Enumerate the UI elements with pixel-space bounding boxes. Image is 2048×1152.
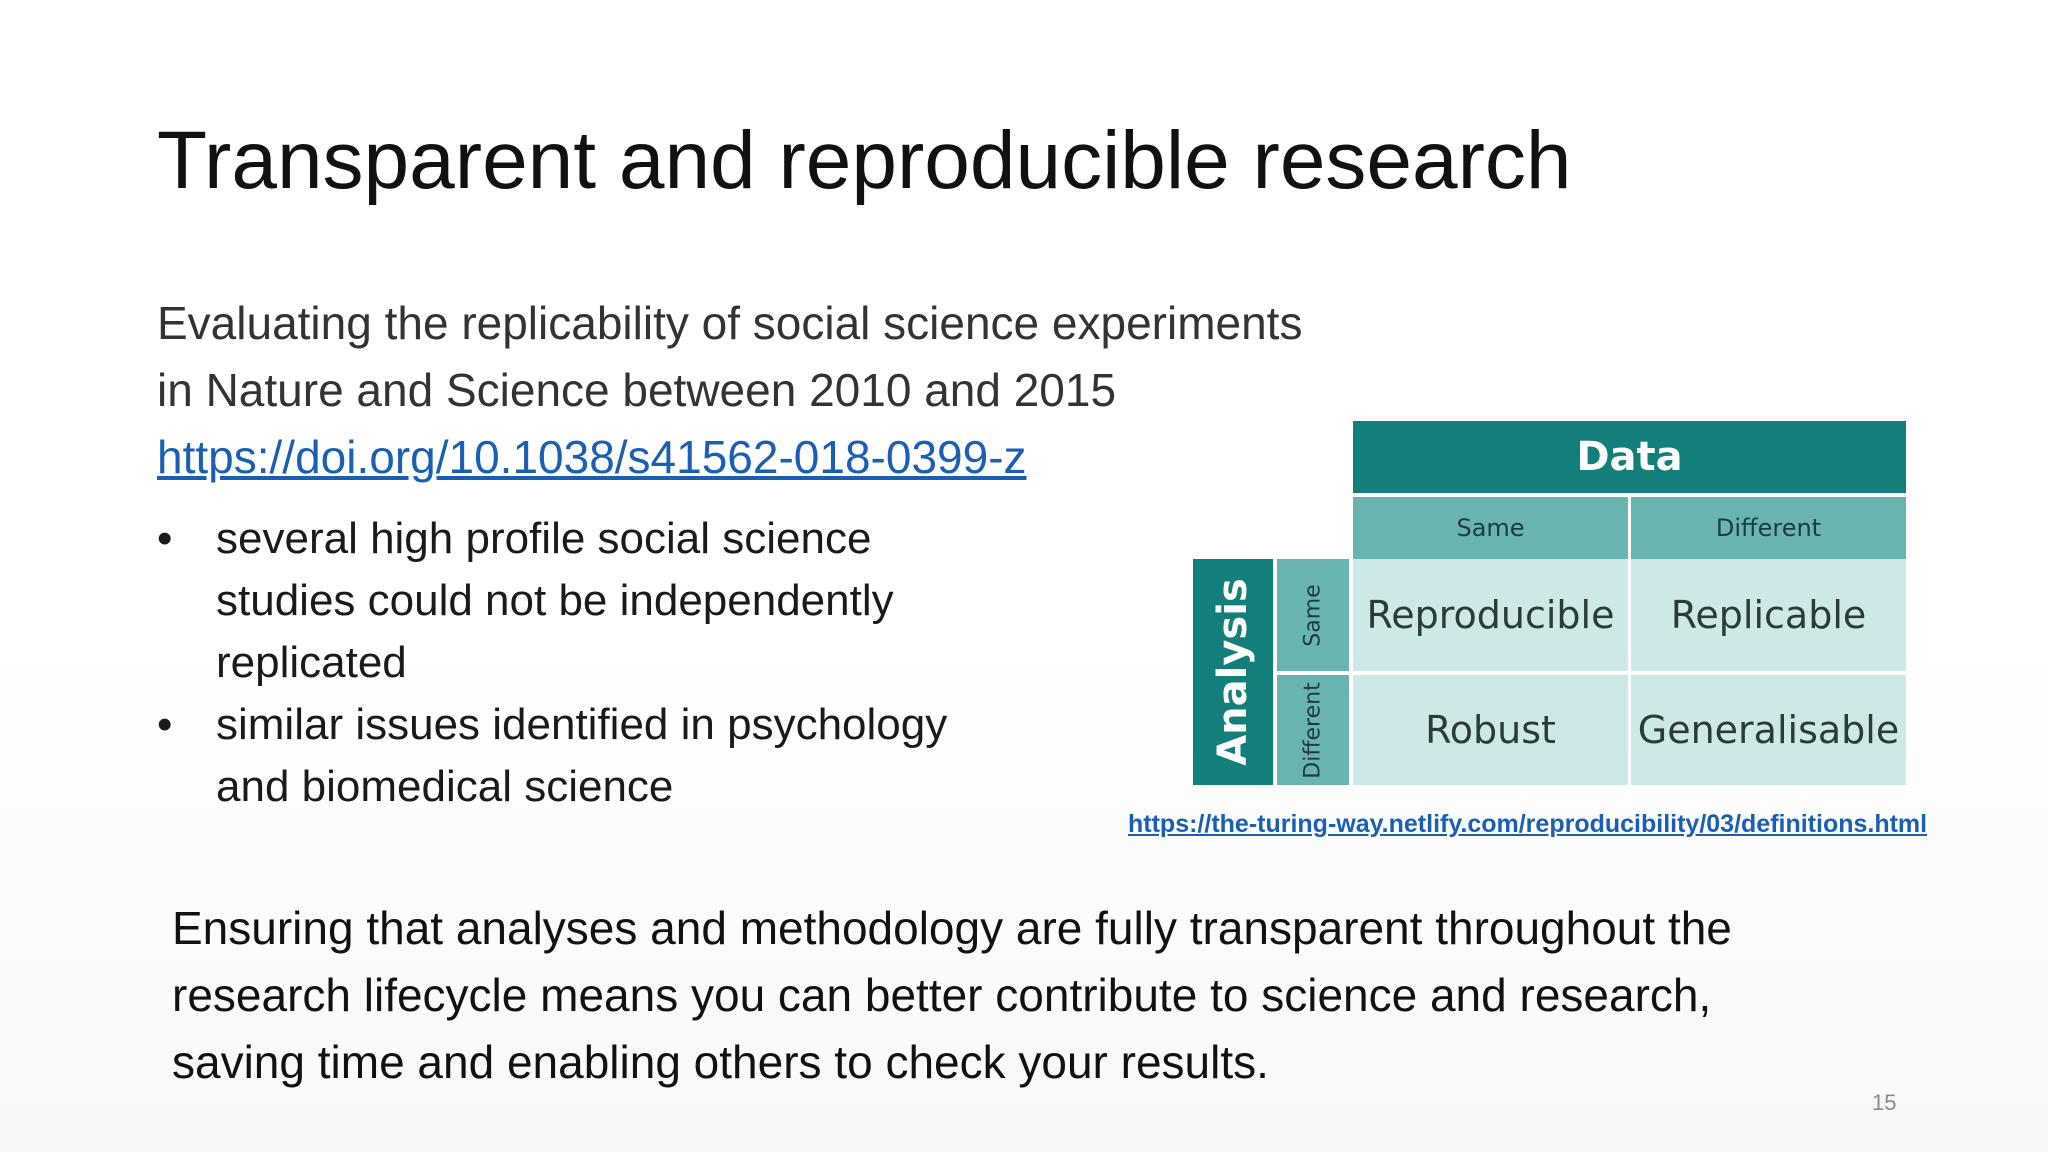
page-number: 15 (1872, 1090, 1897, 1115)
intro-text (157, 290, 1302, 491)
bullet-item (157, 694, 1017, 818)
slide-title: Transparent and reproducible research (157, 115, 1572, 206)
bullet-line: studies could not be independently (216, 576, 894, 625)
bullet-item (157, 508, 1017, 694)
closing-paragraph (172, 895, 1732, 1096)
data-different-header: Different (1631, 497, 1906, 559)
closing-line-2: research lifecycle means you can better contribute to science and research, (172, 969, 1712, 1021)
analysis-different-label: Different (1300, 681, 1326, 779)
bullet-line: replicated (216, 638, 407, 687)
bullet-line: several high profile social science (216, 514, 872, 563)
analysis-header-label: Analysis (1210, 578, 1257, 766)
cell-replicable: Replicable (1631, 559, 1906, 671)
bullet-marker: • (157, 514, 173, 563)
intro-line-2: in Nature and Science between 2010 and 2015 (157, 364, 1117, 416)
doi-link[interactable]: https://doi.org/10.1038/s41562-018-0399-z (157, 431, 1027, 483)
analysis-same-label: Same (1300, 583, 1326, 647)
data-same-header: Same (1353, 497, 1628, 559)
cell-generalisable: Generalisable (1631, 675, 1906, 785)
bullet-list (157, 508, 1017, 818)
intro-line-1: Evaluating the replicability of social science experiments (157, 297, 1303, 349)
turing-way-link[interactable]: https://the-turing-way.netlify.com/reproducibility/03/definitions.html (1128, 810, 1928, 838)
reproducibility-matrix (1193, 421, 1906, 785)
data-header: Data (1353, 421, 1906, 493)
cell-robust: Robust (1353, 675, 1628, 785)
bullet-line: and biomedical science (216, 762, 674, 811)
analysis-same-header (1277, 559, 1349, 671)
closing-line-1: Ensuring that analyses and methodology are fully transparent throughout the (172, 902, 1732, 954)
analysis-header (1193, 559, 1273, 785)
bullet-line: similar issues identified in psychology (216, 700, 948, 749)
closing-line-3: saving time and enabling others to check your results. (172, 1036, 1269, 1088)
analysis-different-header (1277, 675, 1349, 785)
bullet-marker: • (157, 700, 173, 749)
cell-reproducible: Reproducible (1353, 559, 1628, 671)
